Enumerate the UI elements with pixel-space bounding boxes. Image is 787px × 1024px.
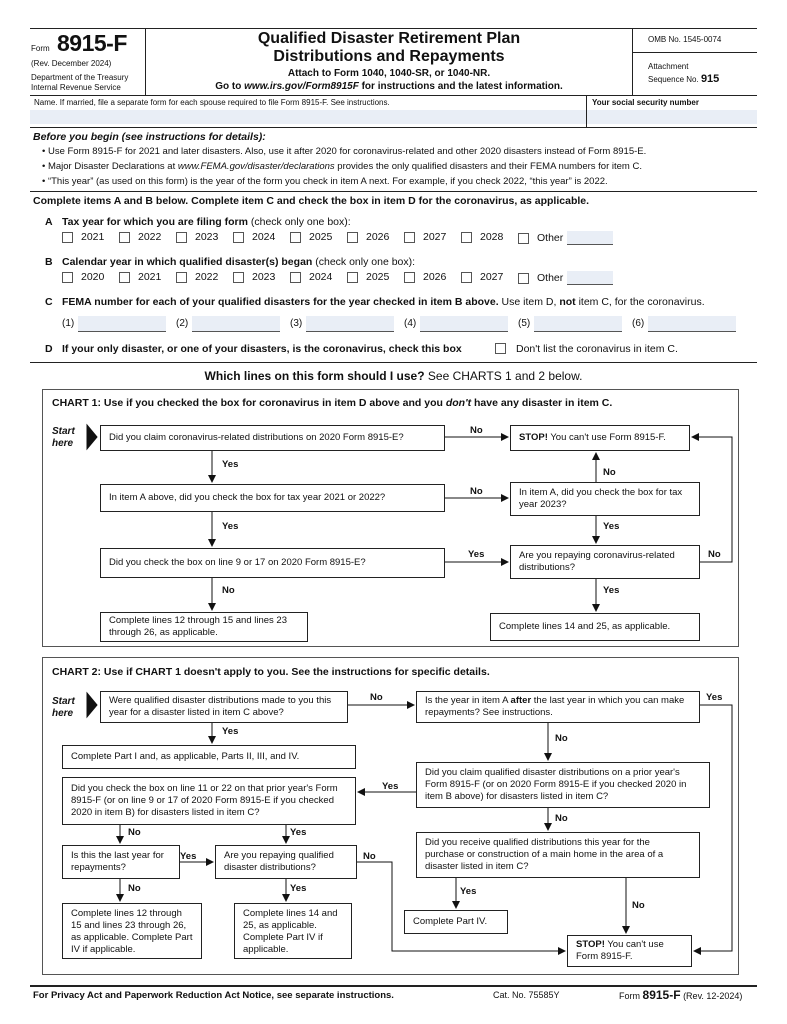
footer-privacy: For Privacy Act and Paperwork Reduction Act Notice, see separate instructions. [33,990,394,1001]
c2-q5-pre: Is the year in item A [425,695,511,706]
fema-number-label: (2) [176,318,189,329]
item-c-label-n1: Use item D, [498,296,560,308]
c1-result2-text: Complete lines 14 and 25, as applicable. [499,621,671,632]
c1-q2-text: In item A above, did you check the box for tax year 2021 or 2022? [109,492,386,503]
c2-q5-post: the last year in which you can make repayments? See instructions. [425,695,685,718]
c1-q5-text: Are you repaying coronavirus-related distributions? [519,550,675,573]
item-a-label-bold: Tax year for which you are filing form [62,216,248,228]
c2-label-no-1: No [370,692,383,703]
option-label: 2028 [480,231,504,243]
footer-rev: (Rev. 12-2024) [683,991,743,1001]
item-c-label-not: not [559,296,576,308]
c1-label-no-2: No [470,486,483,497]
c1-stop-normal: You can't use Form 8915-F. [547,432,666,443]
option-label: Other [537,271,564,284]
option-label: 2023 [195,231,219,243]
goto-post: for instructions and the latest information. [358,81,563,92]
c1-label-no-4: No [603,467,616,478]
c1-title-em: don't [445,397,472,409]
ssn-label: Your social security number [592,98,699,107]
option-label: 2026 [423,271,447,283]
c2-label-yes-3: Yes [382,781,399,792]
c1-q3-text: Did you check the box on line 9 or 17 on 2020 Form 8915-E? [109,557,366,568]
item-c-label-n2: item C, for the coronavirus. [575,296,705,308]
option-label: 2027 [480,271,504,283]
item-a-label-normal: (check only one box): [247,216,351,228]
c2-stop-normal: You can't use Form 8915-F. [576,939,664,962]
c1-title-post: have any disaster in item C. [471,397,613,409]
option-label: Other [537,231,564,244]
c2-stop-bold: STOP! [576,939,605,950]
c2-label-yes-1: Yes [222,726,239,737]
c2-label-no-7: No [632,900,645,911]
omb-number: OMB No. 1545-0074 [648,35,722,44]
option-label: 2024 [252,231,276,243]
fema-number-label: (4) [404,318,417,329]
footer-cat-no: Cat. No. 75585Y [493,990,560,1000]
item-b-label-bold: Calendar year in which qualified disaster(s) began [62,256,313,268]
option-label: 2020 [81,271,105,283]
option-label: 2022 [138,231,162,243]
c2-start-triangle [87,693,97,717]
fema-link[interactable]: www.FEMA.gov/disaster/declarations [177,161,335,172]
c2-q2-text: Did you check the box on line 11 or 22 on that prior year's Form 8915-F (or on line 9 or 17 of 2020 Form 8915-E if you checked 2020 in item B) for disasters listed in item C? [71,783,338,818]
fema-number-label: (1) [62,318,75,329]
footer-form-word: Form [619,991,640,1001]
bullet2-post: provides the only qualified disasters and their FEMA numbers for item C. [334,161,642,172]
goto-url[interactable]: www.irs.gov/Form8915F [244,81,359,92]
option-label: 2026 [366,231,390,243]
c1-start-triangle [87,425,97,449]
c2-result4-text: Complete Part IV. [413,916,488,927]
sequence-text: Sequence No. [648,75,699,84]
footer-form-number: 8915-F [642,988,681,1002]
name-label: Name. If married, file a separate form for each spouse required to file Form 8915-F. See instructions. [34,98,390,107]
sequence-number: 915 [700,73,720,85]
item-c-letter: C [45,296,53,308]
c2-result1-text: Complete Part I and, as applicable, Parts II, III, and IV. [71,751,300,762]
agency: Internal Revenue Service [31,83,121,92]
goto-pre: Go to [215,81,245,92]
c1-label-yes-3: Yes [468,549,485,560]
items-intro: Complete items A and B below. Complete item C and check the box in item D for the coronavirus, as applicable. [33,195,590,207]
bullet2-pre: • Major Disaster Declarations at [42,161,178,172]
chart1-start-here: Start here [52,426,75,449]
before-bullet-1: • Use Form 8915-F for 2021 and later disasters. Also, use it after 2020 for coronavirus-related and other 2020 disasters instead of Form 8915-E. [42,146,647,157]
fema-number-label: (6) [632,318,645,329]
c2-q3-text: Is this the last year for repayments? [71,850,164,873]
item-d-label: If your only disaster, or one of your disasters, is the coronavirus, check this box [62,343,462,355]
c2-q4-text: Are you repaying qualified disaster distributions? [224,850,334,873]
department: Department of the Treasury [31,73,129,82]
option-label: 2021 [81,231,105,243]
option-label: 2022 [195,271,219,283]
c2-label-yes-5: Yes [180,851,197,862]
c2-q6-text: Did you claim qualified disaster distributions on a prior year's Form 8915-F (or on 2020 Form 8915-E if you checked 2020 in item B above) for disasters listed in item C? [425,767,687,802]
which-normal: See CHARTS 1 and 2 below. [424,369,583,383]
c2-label-yes-6: Yes [290,883,307,894]
option-label: 2024 [309,271,333,283]
form-title-line1: Qualified Disaster Retirement Plan [257,30,521,47]
c1-result1-text: Complete lines 12 through 15 and lines 23 through 26, as applicable. [109,615,287,638]
attachment-label: Attachment [648,62,689,71]
c2-q5-bold: after [510,695,532,706]
c1-q1-text: Did you claim coronavirus-related distributions on 2020 Form 8915-E? [109,432,404,443]
c1-label-no-1: No [470,425,483,436]
c2-label-no-6: No [128,883,141,894]
c2-result2-text: Complete lines 12 through 15 and lines 23 through 26, as applicable. Complete Part IV if applicable. [71,908,193,955]
fema-number-label: (5) [518,318,531,329]
c2-label-yes-7: Yes [460,886,477,897]
revision-date: (Rev. December 2024) [31,59,112,68]
item-d-note: Don't list the coronavirus in item C. [516,343,678,355]
item-b-label-normal: (check only one box): [312,256,416,268]
before-heading: Before you begin (see instructions for details): [33,131,266,143]
c2-label-no-2: No [555,733,568,744]
c2-label-yes-2: Yes [706,692,723,703]
chart2-start-here: Start here [52,696,75,719]
c2-result3-text: Complete lines 14 and 25, as applicable. Complete Part IV if applicable. [243,908,338,955]
item-c-label-bold: FEMA number for each of your qualified disasters for the year checked in item B above. [62,296,499,308]
c1-q4-text: In item A, did you check the box for tax year 2023? [519,487,683,510]
option-label: 2021 [138,271,162,283]
c2-label-no-3: No [555,813,568,824]
form-number: 8915-F [57,30,127,56]
form-title-line2: Distributions and Repayments [273,48,505,65]
option-label: 2025 [309,231,333,243]
chart2-title: CHART 2: Use if CHART 1 doesn't apply to you. See the instructions for specific details. [52,666,490,678]
which-bold: Which lines on this form should I use? [204,369,425,383]
c2-label-yes-4: Yes [290,827,307,838]
c2-q7-text: Did you receive qualified distributions this year for the purchase or construction of a main home in the area of a disaster listed in item C? [425,837,664,872]
c1-label-yes-1: Yes [222,459,239,470]
item-d-letter: D [45,343,53,355]
c1-stop-bold: STOP! [519,432,548,443]
c1-title-pre: CHART 1: Use if you checked the box for coronavirus in item D above and you [52,397,446,409]
footer-rule [30,985,757,987]
c1-label-yes-5: Yes [603,585,620,596]
c1-label-no-5: No [708,549,721,560]
c2-label-no-4: No [128,827,141,838]
before-bullet-3: • “This year” (as used on this form) is the year of the form you check in item A next. For example, if you check 2022, “this year” is 2022. [42,176,608,187]
c2-label-no-5: No [363,851,376,862]
c1-label-yes-4: Yes [603,521,620,532]
item-b-letter: B [45,256,53,268]
c1-label-no-3: No [222,585,235,596]
option-label: 2023 [252,271,276,283]
option-label: 2027 [423,231,447,243]
footer-form [619,988,742,1002]
form-word: Form [31,44,50,53]
c1-label-yes-2: Yes [222,521,239,532]
option-label: 2025 [366,271,390,283]
attach-instruction: Attach to Form 1040, 1040-SR, or 1040-NR. [287,68,491,79]
c2-q1-text: Were qualified disaster distributions made to you this year for a disaster listed in item C above? [109,695,332,718]
item-a-letter: A [45,216,53,228]
fema-number-label: (3) [290,318,303,329]
